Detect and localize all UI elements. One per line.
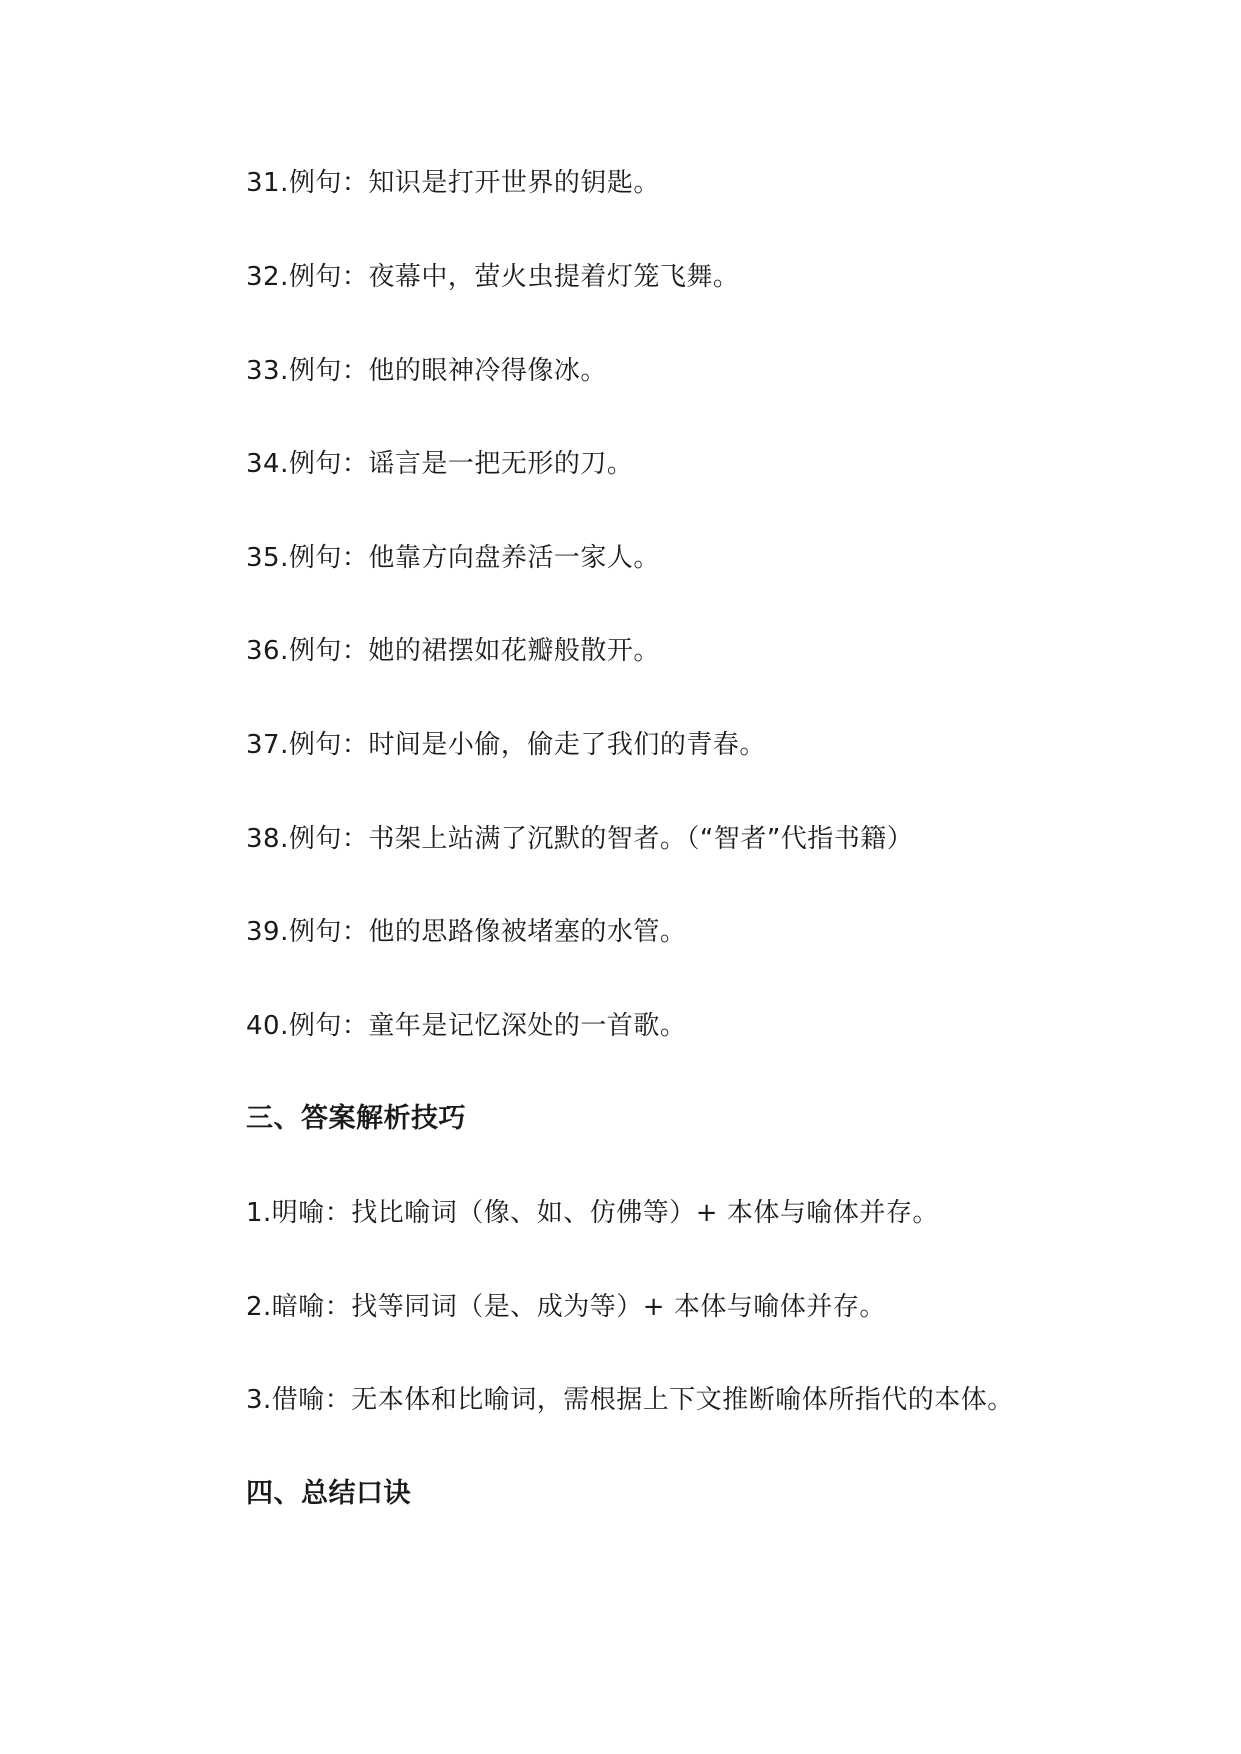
technique-metaphor: 2.暗喻：找等同词（是、成为等）+ 本体与喻体并存。 xyxy=(246,1292,886,1322)
example-39: 39.例句：他的思路像被堵塞的水管。 xyxy=(246,917,687,947)
technique-implicit-metaphor: 3.借喻：无本体和比喻词，需根据上下文推断喻体所指代的本体。 xyxy=(246,1385,1014,1415)
section-3-heading: 三、答案解析技巧 xyxy=(246,1103,466,1134)
example-33: 33.例句：他的眼神冷得像冰。 xyxy=(246,356,607,386)
example-40: 40.例句：童年是记忆深处的一首歌。 xyxy=(246,1011,687,1041)
example-34: 34.例句：谣言是一把无形的刀。 xyxy=(246,449,634,479)
technique-simile: 1.明喻：找比喻词（像、如、仿佛等）+ 本体与喻体并存。 xyxy=(246,1198,939,1228)
example-31: 31.例句：知识是打开世界的钥匙。 xyxy=(246,168,660,198)
example-32: 32.例句：夜幕中，萤火虫提着灯笼飞舞。 xyxy=(246,262,740,292)
example-37: 37.例句：时间是小偷，偷走了我们的青春。 xyxy=(246,730,766,760)
example-35: 35.例句：他靠方向盘养活一家人。 xyxy=(246,543,660,573)
example-36: 36.例句：她的裙摆如花瓣般散开。 xyxy=(246,636,660,666)
section-4-heading: 四、总结口诀 xyxy=(246,1478,411,1509)
example-38: 38.例句：书架上站满了沉默的智者。（“智者”代指书籍） xyxy=(246,824,914,854)
